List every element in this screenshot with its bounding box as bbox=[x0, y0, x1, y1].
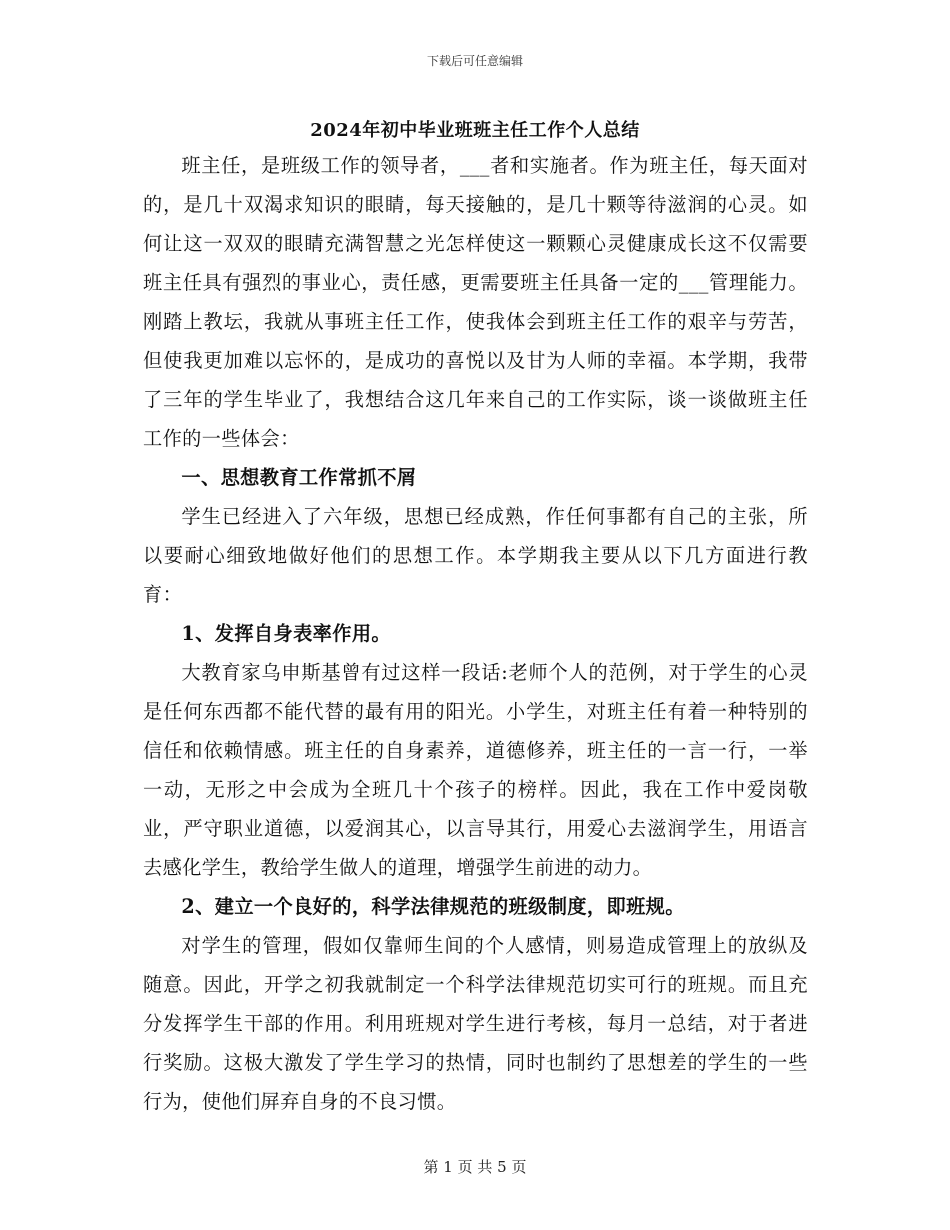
subsection-2-paragraph: 对学生的管理，假如仅靠师生间的个人感情，则易造成管理上的放纵及随意。因此，开学之初我就制定一个科学法律规范切实可行的班规。而且充分发挥学生干部的作用。利用班规对学生进行考核，每月一总结，对于者进行奖励。这极大激发了学生学习的热情，同时也制约了思想差的学生的一些行为，使他们屏弃自身的不良习惯。 bbox=[143, 934, 808, 1113]
section-heading-1: 一、思想教育工作常抓不屑 bbox=[181, 466, 417, 489]
subheading-2: 2、建立一个良好的，科学法律规范的班级制度，即班规。 bbox=[181, 895, 685, 918]
page-header-note: 下载后可任意编辑 bbox=[426, 54, 523, 68]
document-body bbox=[143, 146, 808, 1121]
section-1-paragraph: 学生已经进入了六年级，思想已经成熟，作任何事都有自己的主张，所以要耐心细致地做好他们的思想工作。本学期我主要从以下几方面进行教育： bbox=[143, 505, 808, 606]
subheading-1: 1、发挥自身表率作用。 bbox=[181, 622, 392, 645]
intro-paragraph: 班主任，是班级工作的领导者，___者和实施者。作为班主任，每天面对的，是几十双渴求知识的眼睛，每天接触的，是几十颗等待滋润的心灵。如何让这一双双的眼睛充满智慧之光怎样使这一颗颗心灵健康成长这不仅需要班主任具有强烈的事业心，责任感，更需要班主任具备一定的___管理能力。刚踏上教坛，我就从事班主任工作，使我体会到班主任工作的艰辛与劳苦，但使我更加难以忘怀的，是成功的喜悦以及甘为人师的幸福。本学期，我带了三年的学生毕业了，我想结合这几年来自己的工作实际，谈一谈做班主任工作的一些体会： bbox=[143, 154, 808, 450]
document-title: 2024年初中毕业班班主任工作个人总结 bbox=[310, 120, 640, 141]
page-number: 第 1 页 共 5 页 bbox=[423, 1158, 527, 1176]
subsection-1-paragraph: 大教育家乌申斯基曾有过这样一段话:老师个人的范例，对于学生的心灵是任何东西都不能代替的最有用的阳光。小学生，对班主任有着一种特别的信任和依赖情感。班主任的自身素养，道德修养，班主任的一言一行，一举一动，无形之中会成为全班几十个孩子的榜样。因此，我在工作中爱岗敬业，严守职业道德，以爱润其心，以言导其行，用爱心去滋润学生，用语言去感化学生，教给学生做人的道理，增强学生前进的动力。 bbox=[143, 661, 808, 879]
